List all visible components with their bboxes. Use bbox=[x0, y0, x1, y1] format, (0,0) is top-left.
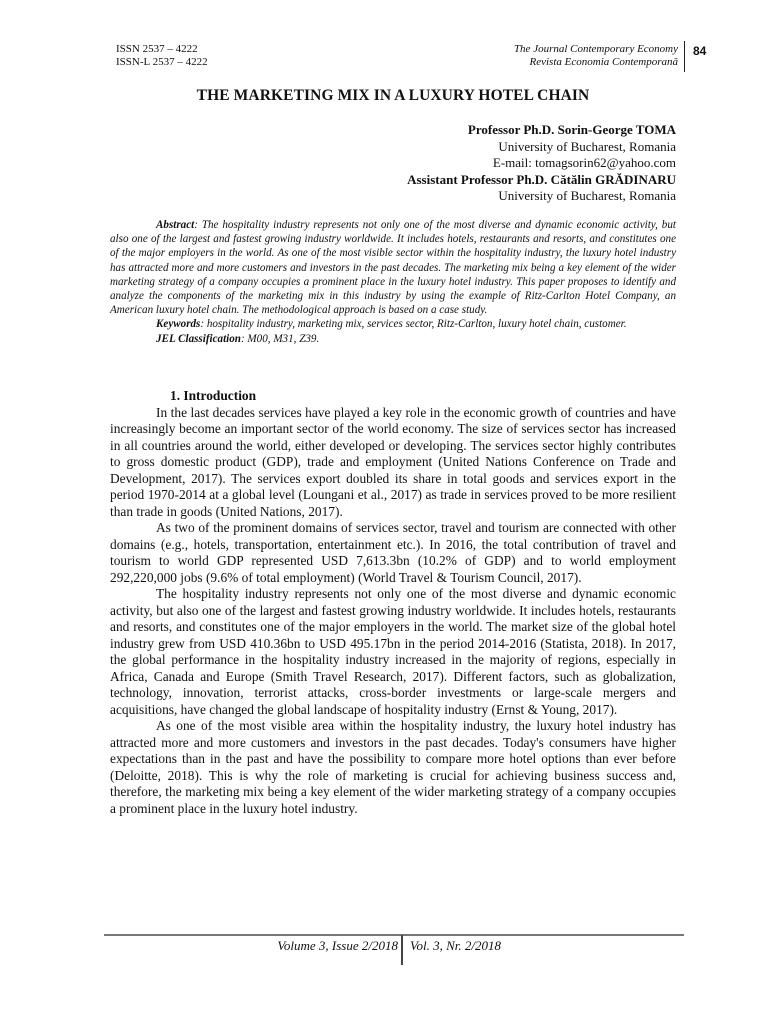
keywords-label: Keywords bbox=[156, 318, 201, 331]
abstract-paragraph bbox=[110, 218, 676, 317]
footer-rule bbox=[104, 934, 684, 936]
header-divider bbox=[684, 41, 685, 72]
main-body bbox=[110, 388, 676, 817]
abstract-block bbox=[110, 218, 676, 346]
section-heading: 1. Introduction bbox=[170, 388, 257, 403]
author-2-affiliation: University of Bucharest, Romania bbox=[498, 188, 676, 203]
header-issn-block bbox=[116, 43, 208, 69]
footer-volume-en: Volume 3, Issue 2/2018 bbox=[277, 938, 398, 953]
body-paragraph: As two of the prominent domains of services sector, travel and tourism are connected with other domains (e.g., hotels, transportation, entertainment etc.). In 2016, the total contribution of travel and tourism to world GDP represented USD 7,613.3bn (10.2% of GDP) and to world employment 292,220,000 jobs (9.6% of total employment) (World Travel & Tourism Council, 2017). bbox=[110, 520, 676, 585]
keywords-paragraph bbox=[110, 317, 676, 331]
abstract-label: Abstract bbox=[156, 219, 195, 231]
body-paragraph: The hospitality industry represents not only one of the most diverse and dynamic economic activity, but also one of the largest and fastest growing industry worldwide. It includes hotels, restaurants and resorts, and constitutes one of the major employers in the world. The market size of the global hotel industry grew from USD 410.36bn to USD 495.17bn in the period 2014-2016 (Statista, 2018). In 2017, the global performance in the hospitality industry increased in the majority of regions, especially in Africa, Canada and Europe (Smith Travel Research, 2017). Different factors, such as globalization, technology, innovation, terrorist attacks, cross-border investments or large-scale mergers and acquisitions, have changed the global landscape of hospitality industry (Ernst & Young, 2017). bbox=[110, 586, 676, 717]
author-1-affiliation: University of Bucharest, Romania bbox=[498, 138, 676, 154]
abstract-text: : The hospitality industry represents not only one of the most diverse and dynamic economic activity, but also one of the largest and fastest growing industry worldwide. It includes hotels, restaurants and resorts, and constitutes one of the major employers in the world. As one of the most visible sector within the hospitality industry, the luxury hotel industry has attracted more and more customers and investors in the past decades. The marketing mix being a key element of the wider marketing strategy of a company occupies a prominent place in the luxury hotel industry. This paper proposes to identify and analyze the components of the marketing mix in this industry by using the example of Ritz-Carlton Hotel Company, an American luxury hotel chain. The methodological approach is based on a case study. bbox=[110, 219, 676, 317]
keywords-text: : hospitality industry, marketing mix, services sector, Ritz-Carlton, luxury hotel chain, customer. bbox=[200, 318, 627, 331]
issn: ISSN 2537 – 4222 bbox=[116, 43, 198, 55]
page-number: 84 bbox=[693, 44, 707, 58]
jel-text: : M00, M31, Z39. bbox=[240, 332, 320, 345]
footer-divider bbox=[401, 935, 403, 965]
journal-title-ro: Revista Economia Contemporană bbox=[529, 56, 678, 68]
issn-l: ISSN-L 2537 – 4222 bbox=[116, 56, 208, 68]
author-2-name: Assistant Professor Ph.D. Cătălin GRĂDINARU bbox=[407, 171, 676, 187]
author-1-email: E-mail: tomagsorin62@yahoo.com bbox=[492, 155, 676, 170]
body-paragraph: In the last decades services have played a key role in the economic growth of countries and have increasingly become an important sector of the world economy. The size of services sector has increased in all countries around the world, either developed or developing. The services sector highly contributes to gross domestic product (GDP), trade and employment (United Nations Conference on Trade and Development, 2017). The services export doubled its share in total goods and services export in the period 1970-2014 at a global level (Loungani et al., 2017) as trade in services proved to be more resilient than trade in goods (United Nations, 2017). bbox=[110, 404, 676, 519]
journal-title-en: The Journal Contemporary Economy bbox=[513, 43, 678, 55]
author-1-name: Professor Ph.D. Sorin-George TOMA bbox=[467, 122, 676, 137]
authors-block bbox=[407, 122, 676, 205]
jel-paragraph bbox=[110, 332, 676, 346]
body-paragraph: As one of the most visible area within the hospitality industry, the luxury hotel industry has attracted more and more customers and investors in the past decades. Today's consumers have higher expectations than in the past and have the possibility to compare more hotel options than ever before (Deloitte, 2018). This is why the role of marketing is crucial for achieving business success and, therefore, the marketing mix being a key element of the wider marketing strategy of a company occupies a prominent place in the luxury hotel industry. bbox=[110, 718, 676, 816]
header-journal-block bbox=[514, 43, 678, 69]
footer-volume-ro: Vol. 3, Nr. 2/2018 bbox=[410, 938, 502, 953]
paper-title: THE MARKETING MIX IN A LUXURY HOTEL CHAIN bbox=[196, 87, 590, 104]
jel-label: JEL Classification bbox=[156, 332, 241, 345]
